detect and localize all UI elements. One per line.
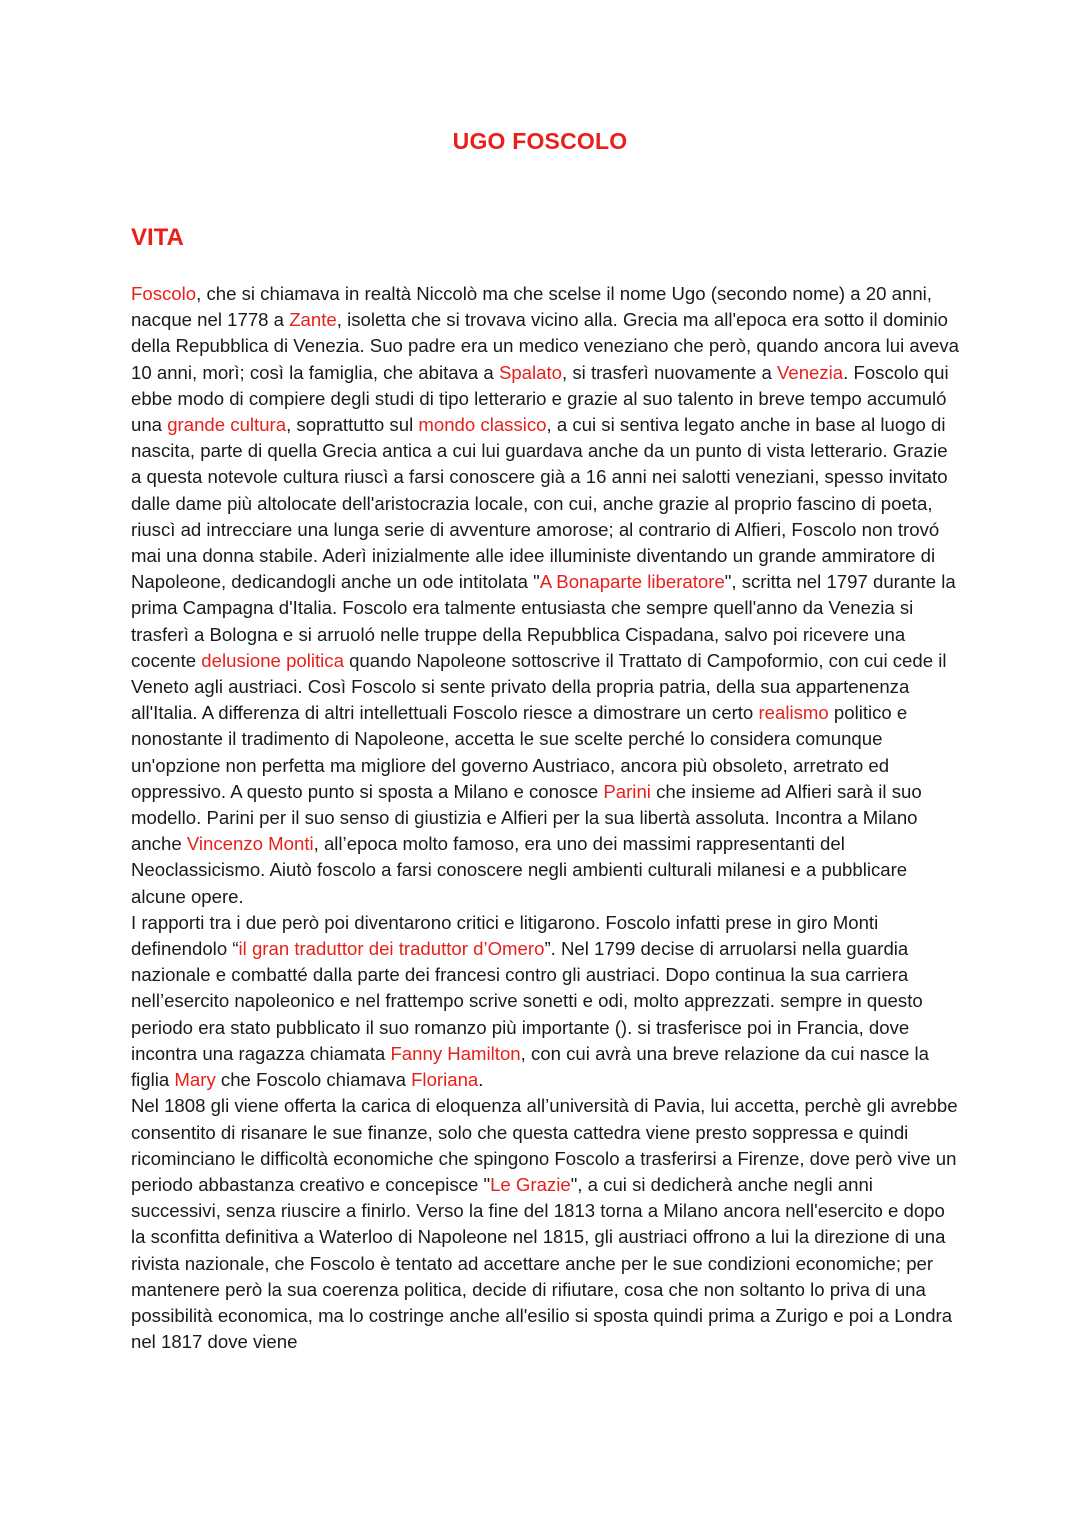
highlighted-term: realismo: [758, 702, 829, 724]
text-run: ", scritta nel 1797 durante la prima Campagna d'Italia. Foscolo era talmente entusiasta che sempre quell'anno da Venezia si trasferì a Bologna e si arruoló nelle truppe della Repubblica Cispadana, salvo poi ricevere una cocente: [131, 571, 956, 671]
text-run: I rapporti tra i due però poi diventarono critici e litigarono. Foscolo infatti prese in giro Monti definendolo “: [131, 911, 879, 960]
text-run: ”. Nel 1799 decise di arruolarsi nella guardia nazionale e combatté dalla parte dei francesi contro gli austriaci. Dopo continua la sua carriera nell’esercito napoleonico e nel frattempo scrive sonetti e odi, molto apprezzati. sempre in questo periodo era stato pubblicato il suo romanzo più importante (). si trasferisce poi in Francia, dove incontra una ragazza chiamata: [131, 938, 923, 1064]
biography-text: [131, 281, 961, 1355]
text-run: . Foscolo qui ebbe modo di compiere degli studi di tipo letterario e grazie al suo talento in breve tempo accumuló una: [131, 361, 949, 436]
highlighted-term: Parini: [603, 780, 651, 802]
text-run: politico e nonostante il tradimento di Napoleone, accetta le sue scelte perché lo considera comunque un'opzione non perfetta ma migliore del governo Austriaco, ancora più obsoleto, arretrato ed oppressivo. A questo punto si sposta a Milano e conosce: [131, 702, 908, 802]
text-run: , a cui si sentiva legato anche in base al luogo di nascita, parte di quella Grecia antica a cui lui guardava anche da un punto di vista letterario. Grazie a questa notevole cultura riuscì a farsi conoscere già a 16 anni nei salotti veneziani, spesso invitato dalle dame più altolocate dell'aristocrazia locale, con cui, anche grazie al proprio fascino di poeta, riuscì ad intrecciare una lunga serie di avventure amorose; al contrario di Alfieri, Foscolo non trovó mai una donna stabile. Aderì inizialmente alle idee illuministe diventando un grande ammiratore di Napoleone, dedicandogli anche un ode intitolata ": [131, 414, 948, 593]
highlighted-term: Spalato: [498, 361, 563, 383]
text-run: , isoletta che si trovava vicino alla. Grecia ma all'epoca era sotto il dominio della Repubblica di Venezia. Suo padre era un medico veneziano che però, quando ancora lui aveva 10 anni, morì; così la famiglia, che abitava a: [131, 309, 959, 383]
highlighted-term: Vincenzo Monti: [186, 833, 314, 855]
text-run: , soprattutto sul: [286, 414, 419, 436]
text-run: che Foscolo chiamava: [215, 1069, 412, 1091]
text-run: ", a cui si dedicherà anche negli anni successivi, senza riuscire a finirlo. Verso la fine del 1813 torna a Milano ancora nell'esercito e dopo la sconfitta definitiva a Waterloo di Napoleone nel 1815, gli austriaci offrono a lui la direzione di una rivista nazionale, che Foscolo è tentato ad accettare anche per le sue condizioni economiche; per mantenere però la sua coerenza politica, decide di rifiutare, cosa che non soltanto lo priva di una possibilità economica, ma lo costringe anche all'esilio si sposta quindi prima a Zurigo e poi a Londra nel 1817 dove viene: [131, 1173, 953, 1353]
text-run: , si trasferì nuovamente a: [562, 361, 777, 383]
highlighted-term: Fanny Hamilton: [390, 1042, 521, 1064]
page-title: UGO FOSCOLO: [452, 128, 628, 154]
paragraph: [131, 1093, 961, 1355]
paragraph: [131, 910, 961, 1093]
text-run: quando Napoleone sottoscrive il Trattato di Campoformio, con cui cede il Veneto agli austriaci. Così Foscolo si sente privato della propria patria, della sua appartenenza all'Italia. A differenza di altri intellettuali Foscolo riesce a dimostrare un certo: [131, 649, 947, 724]
highlighted-term: A Bonaparte liberatore: [539, 571, 725, 593]
highlighted-term: mondo classico: [418, 414, 547, 436]
section-heading-vita: VITA: [131, 224, 184, 251]
text-run: Nel 1808 gli viene offerta la carica di eloquenza all’università di Pavia, lui accetta, perchè gli avrebbe consentito di risanare le sue finanze, solo che questa cattedra viene presto soppressa e quindi ricominciano le difficoltà economiche che spingono Foscolo a trasferirsi a Firenze, dove però vive un periodo abbastanza creativo e concepisce ": [131, 1095, 958, 1195]
text-run: , con cui avrà una breve relazione da cui nasce la figlia: [131, 1042, 929, 1091]
text-run: , all’epoca molto famoso, era uno dei massimi rappresentanti del Neoclassicismo. Aiutò foscolo a farsi conoscere negli ambienti culturali milanesi e a pubblicare alcune opere.: [131, 833, 908, 907]
highlighted-term: Le Grazie: [490, 1173, 571, 1195]
paragraph: [131, 281, 961, 910]
highlighted-term: delusione politica: [201, 649, 344, 671]
text-run: , che si chiamava in realtà Niccolò ma che scelse il nome Ugo (secondo nome) a 20 anni, nacque nel 1778 a: [131, 283, 932, 331]
highlighted-term: Mary: [174, 1069, 216, 1091]
highlighted-term: Floriana: [411, 1069, 479, 1091]
highlighted-term: il gran traduttor dei traduttor d’Omero: [238, 938, 545, 960]
text-run: che insieme ad Alfieri sarà il suo modello. Parini per il suo senso di giustizia e Alfieri per la sua libertà assoluta. Incontra a Milano anche: [131, 780, 922, 855]
highlighted-term: Foscolo: [131, 283, 197, 304]
highlighted-term: Zante: [289, 309, 337, 331]
text-run: .: [478, 1069, 484, 1091]
highlighted-term: grande cultura: [167, 414, 287, 436]
highlighted-term: Venezia: [776, 361, 844, 383]
